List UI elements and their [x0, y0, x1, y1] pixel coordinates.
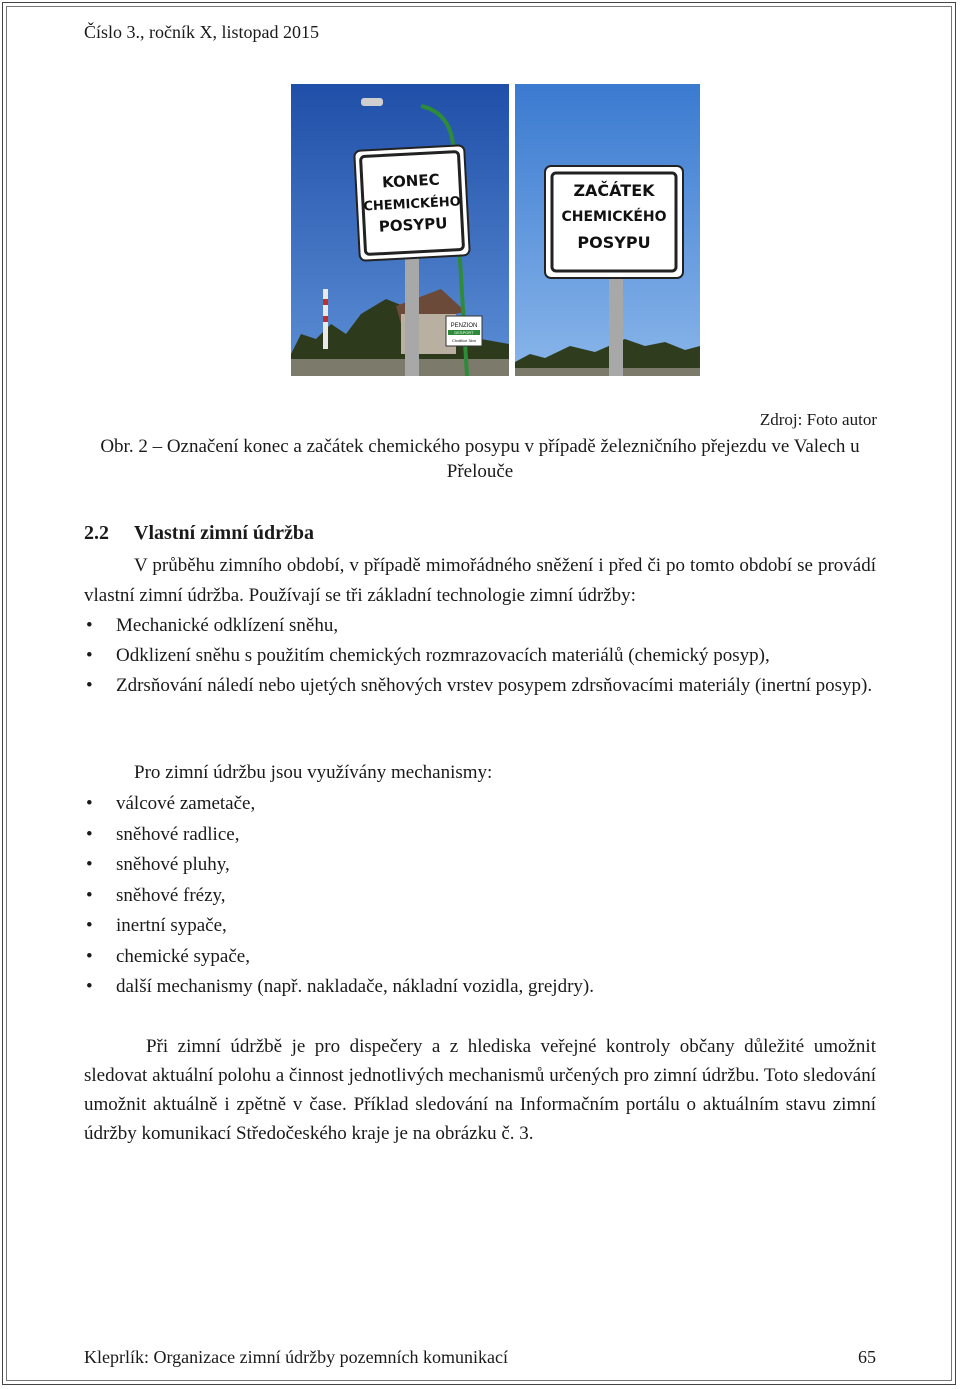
- mechanisms-intro: Pro zimní údržbu jsou využívány mechanismy:: [134, 762, 493, 783]
- list-item-text: sněhové frézy,: [116, 884, 226, 906]
- small-sign-line-1: PENZION: [450, 323, 478, 329]
- bullet-icon: •: [86, 675, 93, 696]
- mechanisms-list: [84, 789, 876, 1003]
- list-item-text: sněhové radlice,: [116, 823, 240, 845]
- sign-text-line-2: CHEMICKÉHO: [363, 194, 462, 215]
- list-item-text: válcové zametače,: [116, 793, 256, 814]
- bullet-icon: •: [86, 793, 93, 814]
- small-sign-line-2: DESPORT: [454, 330, 474, 335]
- sign-text-line-1: KONEC: [381, 170, 441, 192]
- closing-paragraph: Při zimní údržbě je pro dispečery a z hlediska veřejné kontroly občany důležité umožnit sledovat aktuální polohu a činnost jednotlivých mechanismů určených pro zimní údržbu. Toto sledování umožnit aktuálně i zpětně v čase. Příklad sledování na Informačním portálu o aktuálním stavu zimní údržby komunikací Středočeského kraje je na obrázku č. 3.: [84, 1036, 876, 1144]
- technologies-list: [84, 611, 876, 701]
- bullet-icon: •: [86, 884, 93, 906]
- list-item: [84, 972, 876, 1003]
- small-sign-line-3: Chotilice 3km: [451, 338, 477, 343]
- figure-source: Zdroj: Foto autor: [759, 410, 877, 429]
- list-item: [84, 942, 876, 973]
- section-number: 2.2: [84, 522, 109, 544]
- list-item: [84, 611, 876, 641]
- bullet-icon: •: [86, 645, 93, 666]
- list-item: [84, 789, 876, 820]
- list-item: [84, 850, 876, 881]
- section-heading: [84, 522, 314, 545]
- list-item-text: chemické sypače,: [116, 945, 250, 967]
- sign-text-line-1: ZAČÁTEK: [573, 181, 655, 200]
- figure-caption: Obr. 2 – Označení konec a začátek chemického posypu v případě železničního přejezdu ve Valech u Přelouče: [100, 436, 860, 482]
- section-title-text: Vlastní zimní údržba: [134, 522, 315, 544]
- list-item: [84, 820, 876, 851]
- photo-start-chemical-treatment-sign: [515, 84, 700, 376]
- bullet-icon: •: [86, 915, 93, 936]
- page-header: Číslo 3., ročník X, listopad 2015: [84, 22, 319, 42]
- page-number: 65: [858, 1347, 876, 1367]
- bullet-icon: •: [86, 854, 93, 875]
- list-item-text: sněhové pluhy,: [116, 854, 230, 875]
- sign-text-line-2: CHEMICKÉHO: [561, 209, 667, 225]
- intro-paragraph: V průběhu zimního období, v případě mimořádného sněžení i před či po tomto období se provádí vlastní zimní údržba. Používají se tři základní technologie zimní údržby:: [84, 555, 876, 606]
- page-footer: Kleprlík: Organizace zimní údržby pozemních komunikací: [84, 1347, 509, 1367]
- photo-end-chemical-treatment-sign: [291, 84, 509, 376]
- list-item: [84, 671, 876, 701]
- list-item: [84, 641, 876, 671]
- bullet-icon: •: [86, 823, 93, 845]
- bullet-icon: •: [86, 615, 93, 636]
- bullet-icon: •: [86, 976, 93, 997]
- sign-text-line-3: POSYPU: [577, 233, 651, 252]
- list-item-text: Mechanické odklízení sněhu,: [116, 615, 339, 636]
- list-item: [84, 911, 876, 942]
- list-item-text: Odklizení sněhu s použitím chemických rozmrazovacích materiálů (chemický posyp),: [116, 645, 770, 666]
- list-item-text: inertní sypače,: [116, 915, 227, 936]
- list-item-text: Zdrsňování náledí nebo ujetých sněhových vrstev posypem zdrsňovacími materiály (inertní posyp).: [116, 675, 873, 696]
- list-item: [84, 881, 876, 912]
- bullet-icon: •: [86, 945, 93, 967]
- sign-text-line-3: POSYPU: [378, 214, 448, 236]
- list-item-text: další mechanismy (např. nakladače, nákladní vozidla, grejdry).: [116, 976, 594, 997]
